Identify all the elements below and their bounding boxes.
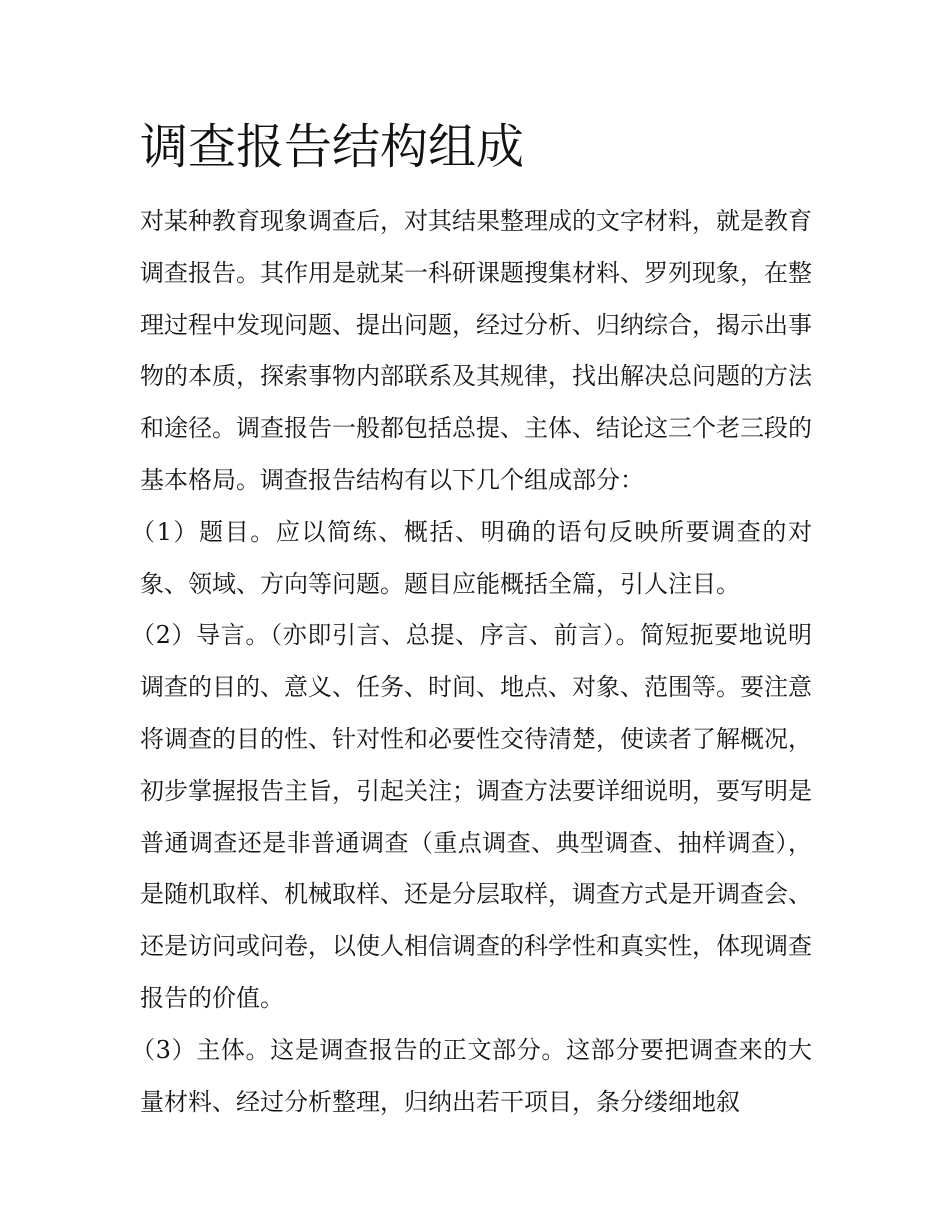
item-2-paragraph: （2）导言。（亦即引言、总提、序言、前言）。简短扼要地说明调查的目的、意义、任务、时间、地点、对象、范围等。要注意将调查的目的性、针对性和必要性交待清楚，使读者了解概况，初步掌握报告主旨，引起关注；调查方法要详细说明，要写明是普通调查还是非普通调查（重点调查、典型调查、抽样调查），是随机取样、机械取样、还是分层取样，调查方式是开调查会、还是访问或问卷，以使人相信调查的科学性和真实性，体现调查报告的价值。 xyxy=(131,621,812,1012)
document-title: 调查报告结构组成 xyxy=(140,119,525,175)
item-1-paragraph: （1）题目。应以简练、概括、明确的语句反映所要调查的对象、领域、方向等问题。题目应能概括全篇，引人注目。 xyxy=(131,517,812,598)
document-body xyxy=(131,196,812,1128)
intro-paragraph: 对某种教育现象调查后，对其结果整理成的文字材料，就是教育调查报告。其作用是就某一科研课题搜集材料、罗列现象，在整理过程中发现问题、提出问题，经过分析、归纳综合，揭示出事物的本质，探索事物内部联系及其规律，找出解决总问题的方法和途径。调查报告一般都包括总提、主体、结论这三个老三段的基本格局。调查报告结构有以下几个组成部分： xyxy=(140,207,812,494)
item-3-paragraph: （3）主体。这是调查报告的正文部分。这部分要把调查来的大量材料、经过分析整理，归纳出若干项目，条分缕细地叙 xyxy=(131,1035,812,1116)
